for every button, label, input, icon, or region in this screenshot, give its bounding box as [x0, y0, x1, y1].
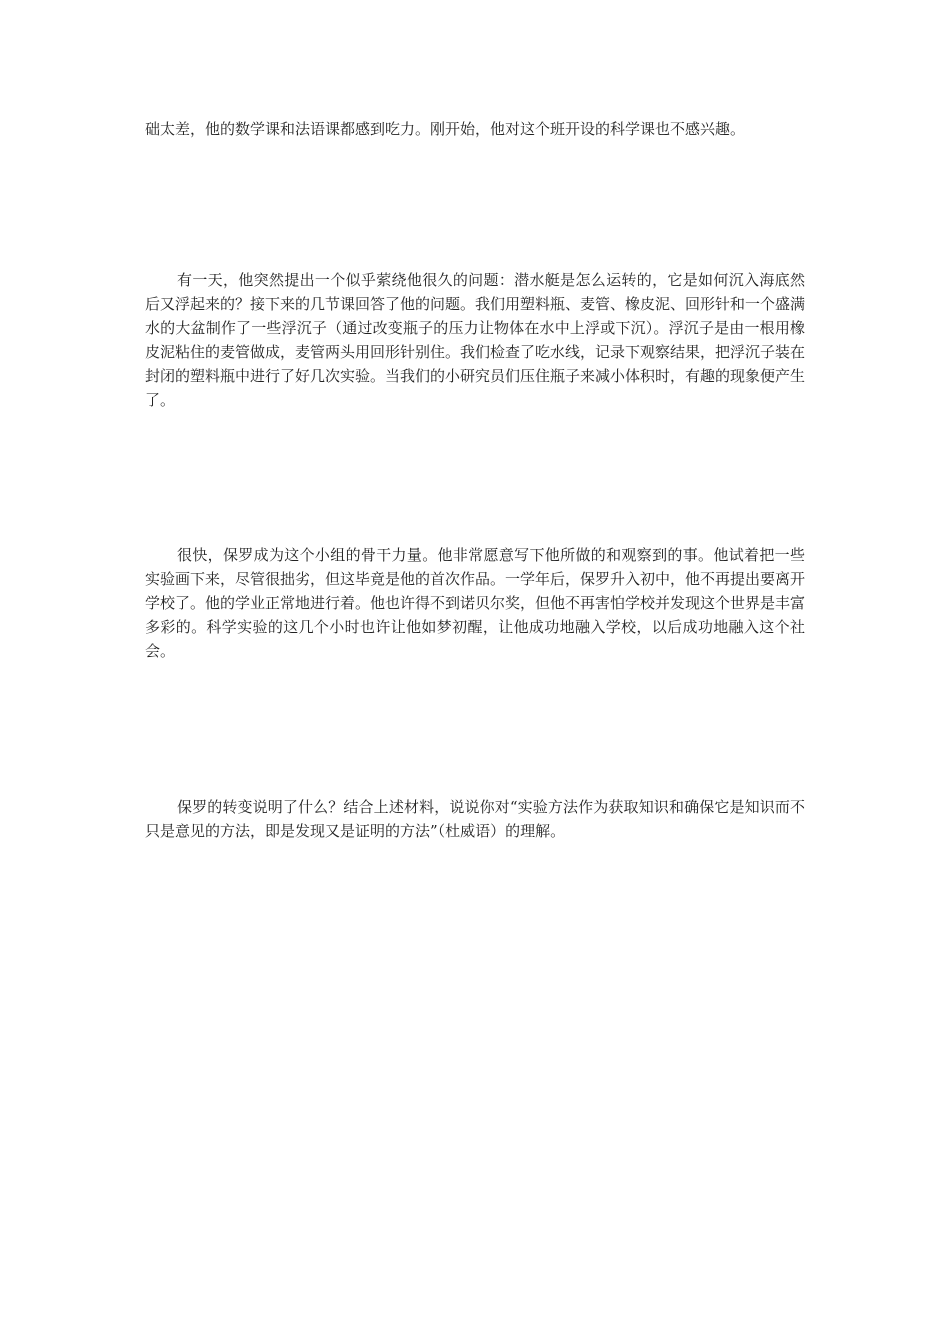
paragraph-paul-progress: 很快，保罗成为这个小组的骨干力量。他非常愿意写下他所做的和观察到的事。他试着把一些实验画下来，尽管很拙劣，但这毕竟是他的首次作品。一学年后，保罗升入初中，他不再提出要离开学校了。他的学业正常地进行着。他也许得不到诺贝尔奖，但他不再害怕学校并发现这个世界是丰富多彩的。科学实验的这几个小时也许让他如梦初醒，让他成功地融入学校，以后成功地融入这个社会。: [145, 546, 806, 660]
paragraph-continued: 础太差，他的数学课和法语课都感到吃力。刚开始，他对这个班开设的科学课也不感兴趣。: [145, 120, 746, 138]
paragraph-submarine-question: 有一天，他突然提出一个似乎萦绕他很久的问题：潜水艇是怎么运转的，它是如何沉入海底然后又浮起来的？接下来的几节课回答了他的问题。我们用塑料瓶、麦管、橡皮泥、回形针和一个盛满水的大盆制作了一些浮沉子（通过改变瓶子的压力让物体在水中上浮或下沉）。浮沉子是由一根用橡皮泥粘住的麦管做成，麦管两头用回形针别住。我们检查了吃水线，记录下观察结果，把浮沉子装在封闭的塑料瓶中进行了好几次实验。当我们的小研究员们压住瓶子来减小体积时，有趣的现象便产生了。: [145, 271, 806, 409]
paragraph-question-prompt: 保罗的转变说明了什么？结合上述材料，说说你对“实验方法作为获取知识和确保它是知识而不只是意见的方法，即是发现又是证明的方法”（杜威语）的理解。: [145, 798, 805, 840]
